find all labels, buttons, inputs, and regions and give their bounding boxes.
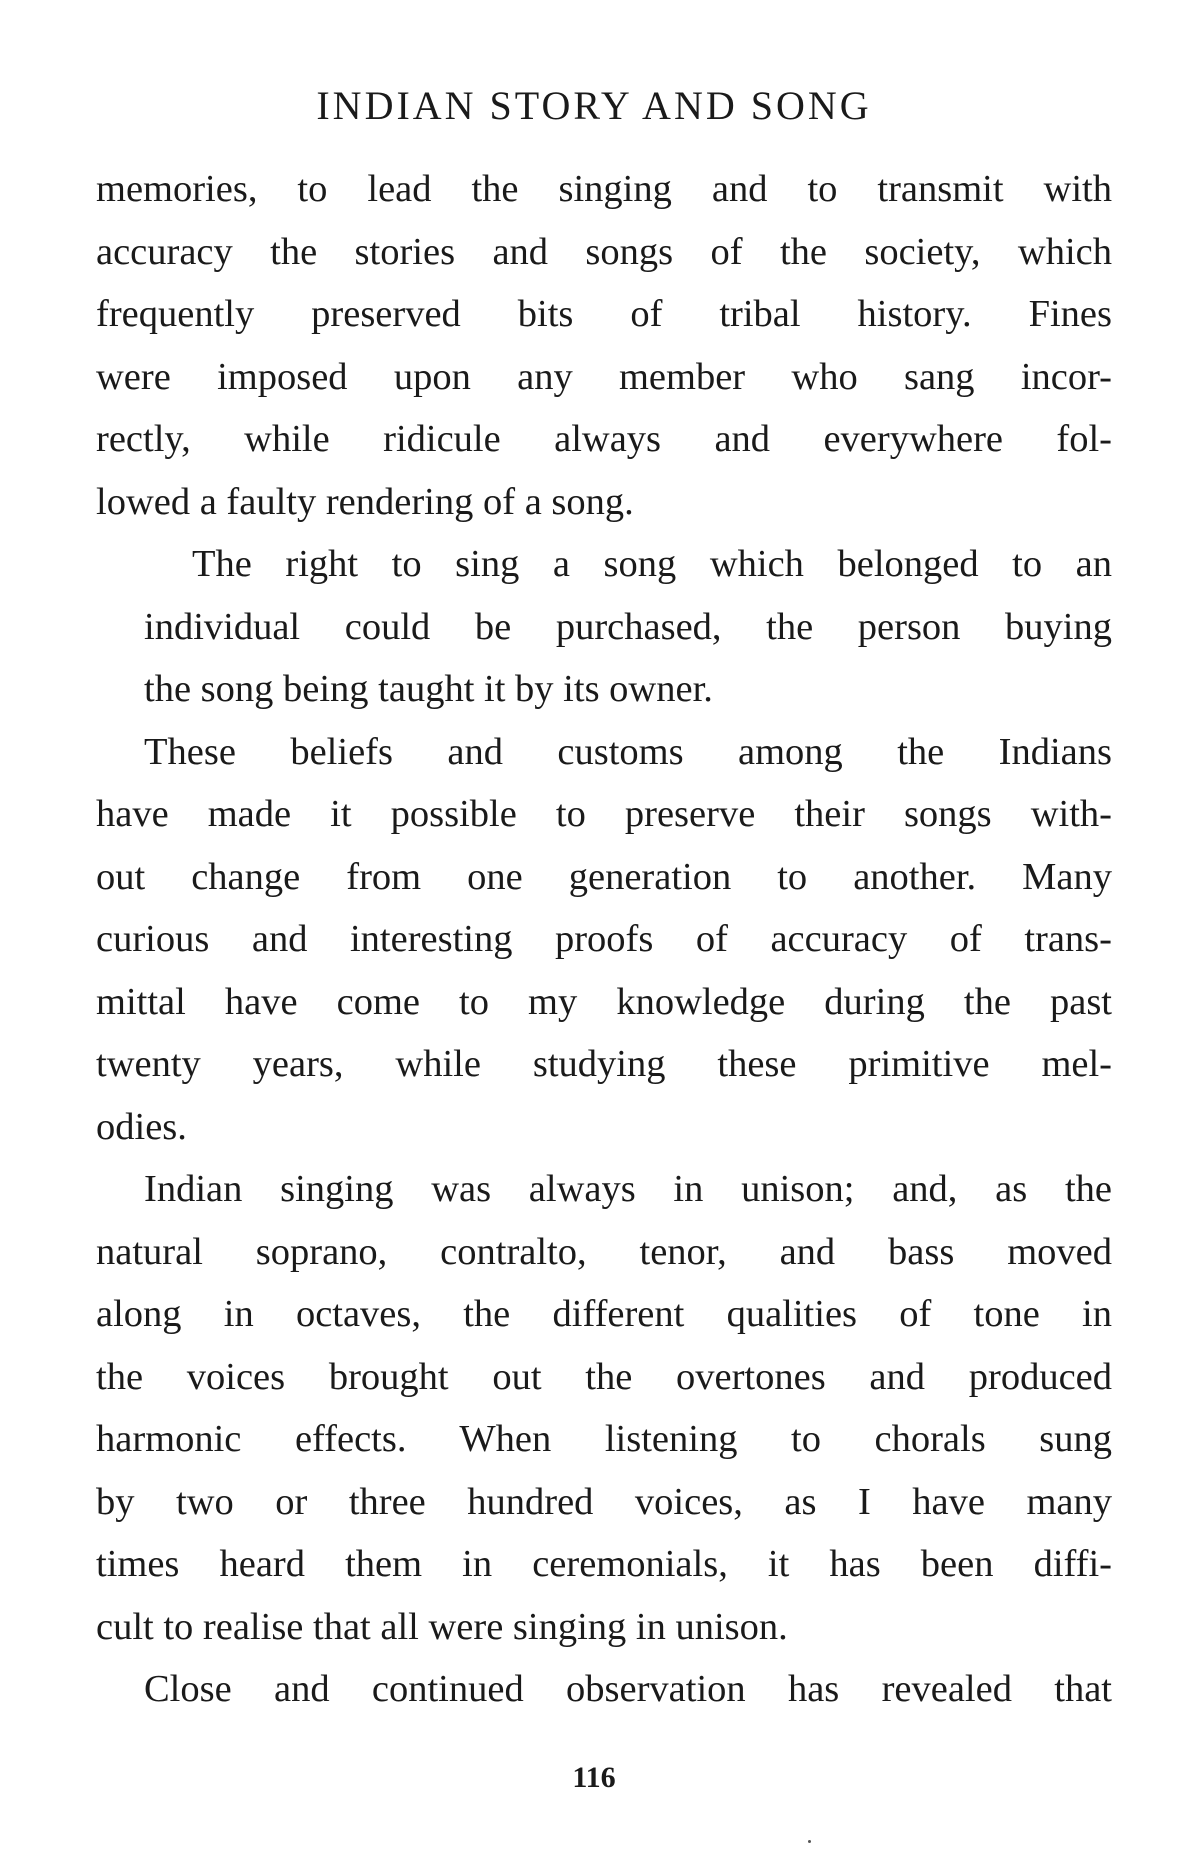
text-line: natural soprano, contralto, tenor, and bass moved <box>96 1230 1112 1273</box>
text-line: were imposed upon any member who sang incor- <box>96 355 1112 398</box>
text-line: the song being taught it by its owner. <box>144 668 713 710</box>
text-line: accuracy the stories and songs of the society, which <box>96 230 1112 273</box>
text-line: odies. <box>96 1105 187 1148</box>
text-line: lowed a faulty rendering of a song. <box>96 480 634 523</box>
page-number: 116 <box>572 1761 616 1794</box>
paragraph <box>96 533 1112 721</box>
paragraph <box>96 1658 1112 1721</box>
text-line: by two or three hundred voices, as I have many <box>96 1480 1112 1523</box>
text-line: memories, to lead the singing and to transmit with <box>96 168 1112 210</box>
text-line: rectly, while ridicule always and everywhere fol- <box>96 418 1112 460</box>
text-line: have made it possible to preserve their songs with- <box>96 793 1112 835</box>
body-text <box>96 158 1112 1721</box>
print-speck <box>808 1840 811 1843</box>
text-line: mittal have come to my knowledge during the past <box>96 980 1112 1023</box>
text-line: harmonic effects. When listening to chorals sung <box>96 1418 1112 1460</box>
text-line: frequently preserved bits of tribal history. Fines <box>96 293 1112 335</box>
text-line: The right to sing a song which belonged to an <box>192 543 1112 585</box>
paragraph <box>96 158 1112 533</box>
text-line: Indian singing was always in unison; and, as the <box>144 1168 1112 1210</box>
text-line: individual could be purchased, the person buying <box>144 605 1112 648</box>
text-line: cult to realise that all were singing in unison. <box>96 1605 788 1648</box>
text-line: along in octaves, the different qualities of tone in <box>96 1293 1112 1335</box>
text-line: Close and continued observation has revealed that <box>144 1668 1112 1710</box>
text-line: twenty years, while studying these primitive mel- <box>96 1043 1112 1085</box>
paragraph <box>96 1158 1112 1658</box>
text-line: out change from one generation to another. Many <box>96 855 1112 898</box>
text-line: times heard them in ceremonials, it has been diffi- <box>96 1543 1112 1585</box>
paragraph <box>96 721 1112 1159</box>
text-line: curious and interesting proofs of accuracy of trans- <box>96 918 1112 960</box>
text-line: the voices brought out the overtones and produced <box>96 1355 1112 1398</box>
running-head: INDIAN STORY AND SONG <box>316 83 872 128</box>
text-line: These beliefs and customs among the Indians <box>144 730 1112 773</box>
